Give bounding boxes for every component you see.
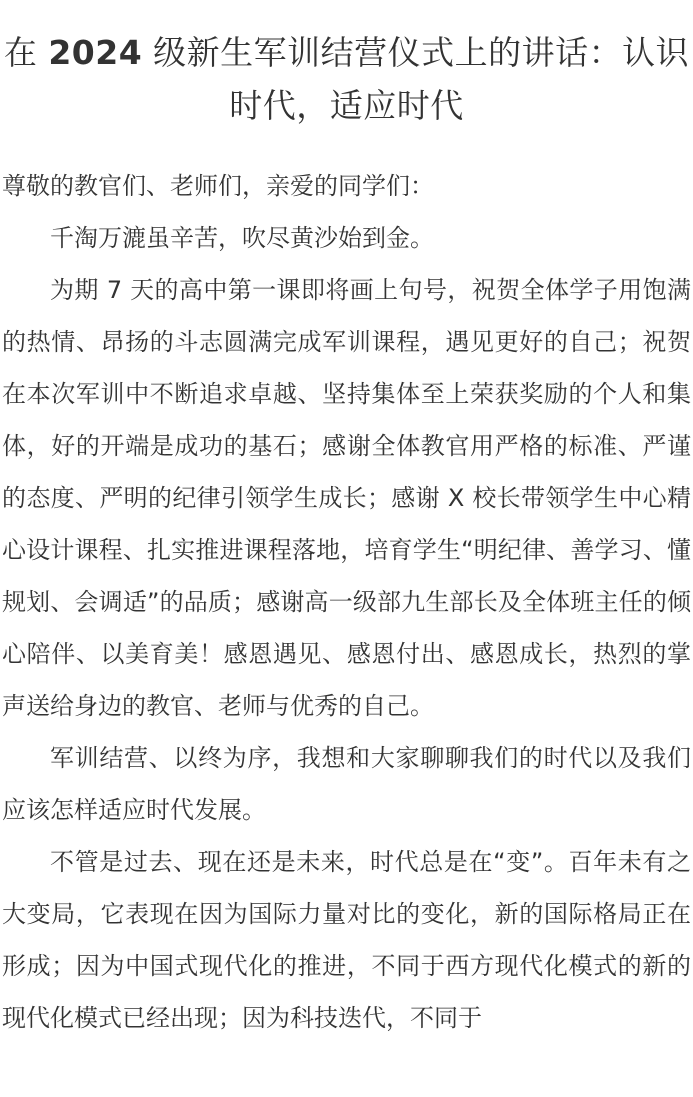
article-title — [2, 0, 691, 132]
paragraph-3: 军训结营、以终为序，我想和大家聊聊我们的时代以及我们应该怎样适应时代发展。 — [2, 744, 691, 824]
article-body — [2, 160, 691, 1044]
title-suffix: 级新生军训结营仪式上的讲话：认识时代，适应时代 — [142, 33, 690, 125]
title-prefix: 在 — [3, 33, 49, 72]
paragraph-2: 为期 7 天的高中第一课即将画上句号，祝贺全体学子用饱满的热情、昂扬的斗志圆满完成军训课程，遇见更好的自己；祝贺在本次军训中不断追求卓越、坚持集体至上荣获奖励的个人和集体，好的开端是成功的基石；感谢全体教官用严格的标准、严谨的态度、严明的纪律引领学生成长；感谢 X 校长带领学生中心精心设计课程、扎实推进课程落地，培育学生“明纪律、善学习、懂规划、会调适”的品质；感谢高一级部九生部长及全体班主任的倾心陪伴、以美育美！感恩遇见、感恩付出、感恩成长，热烈的掌声送给身边的教官、老师与优秀的自己。 — [2, 276, 691, 720]
salutation: 尊敬的教官们、老师们，亲爱的同学们： — [2, 172, 434, 200]
paragraph-4: 不管是过去、现在还是未来，时代总是在“变”。百年未有之大变局，它表现在因为国际力量对比的变化，新的国际格局正在形成；因为中国式现代化的推进，不同于西方现代化模式的新的现代化模式已经出现；因为科技迭代，不同于 — [2, 848, 691, 1032]
title-year: 2024 — [48, 33, 143, 72]
paragraph-1: 千淘万漉虽辛苦，吹尽黄沙始到金。 — [50, 224, 434, 252]
